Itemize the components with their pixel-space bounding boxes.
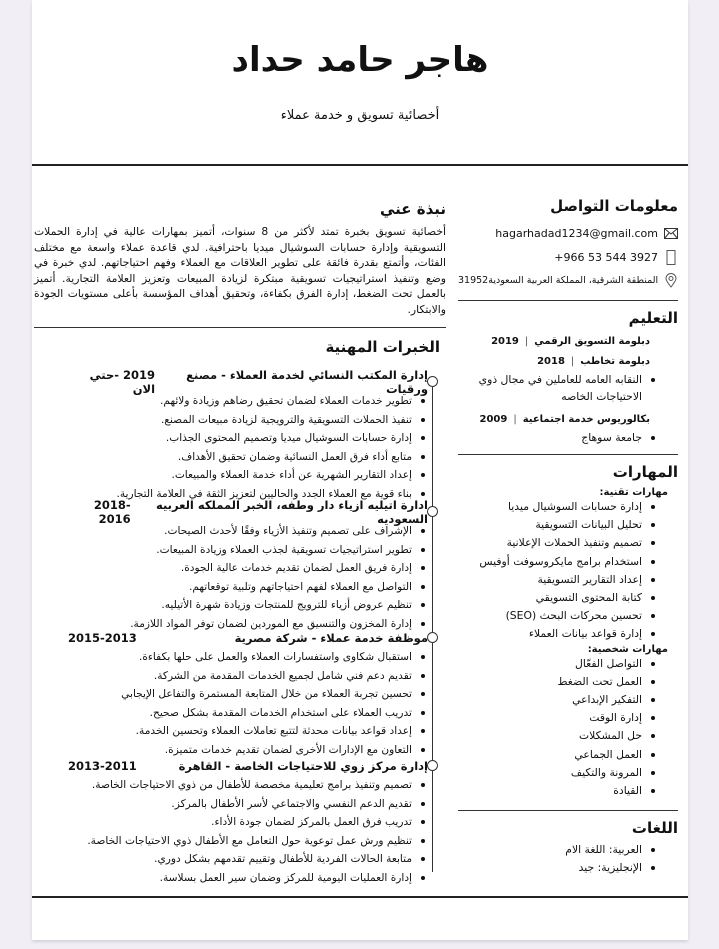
personal-skills-heading: مهارات شخصية: [587,643,668,655]
education-bullets [458,371,650,405]
education-heading: التعليم [628,309,678,327]
technical-skill: تحليل البيانات التسويقية [458,516,642,534]
job-bullet: تصميم وتنفيذ برامج تعليمية مخصصة للأطفال من ذوي الاحتياجات الخاصة. [40,776,412,795]
job-bullet: تطوير استراتيجيات تسويقية لجذب العملاء وزيادة المبيعات. [40,541,412,560]
degree-name: دبلومة التسويق الرقمي [534,336,650,347]
technical-skill: استخدام برامج مايكروسوفت أوفيس [458,553,642,571]
separator: | [513,414,517,425]
address-text: المنطقة الشرقية، المملكة العربية السعودية31952 [458,275,659,286]
degree-name: بكالوريوس خدمة اجتماعية [522,414,650,425]
job-title: إدارة المكتب النسائي لخدمة العملاء - مصنع ورقيات [186,368,428,396]
job-date: 2013-2011 [68,759,137,773]
job-bullet: بناء قوية مع العملاء الجدد والحاليين لتعزيز الثقة في العلامة التجارية. [40,485,412,504]
job-bullet: تحسين تجربة العملاء من خلال المتابعة المستمرة والتفاعل الإيجابي [40,685,412,704]
personal-skill: إدارة الوقت [458,709,642,727]
job-bullet: التواصل مع العملاء لفهم احتياجاتهم وتلبية توقعاتهم. [40,578,412,597]
technical-skill: كتابة المحتوى التسويقي [458,589,642,607]
job-bullet: تطوير خدمات العملاء لضمان تحقيق رضاهم وزيادة ولائهم. [40,392,412,411]
separator: | [524,336,529,347]
technical-skills-heading: مهارات تقنية: [599,487,668,498]
education-entry [458,356,650,367]
technical-skill: إدارة قواعد بيانات العملاء [458,625,642,643]
degree-year: 2009 [479,414,508,425]
phone-number: +966 53 544 3927 [554,251,658,264]
about-text: أخصائية تسويق بخبرة تمتد لأكثر من 8 سنوات، أتميز بمهارات عالية في إدارة الحملات التسويقية وإدارة حسابات السوشيال ميديا باحترافية. لدي قاعدة عملاء واسعة مع مختلف الفئات، وأتمتع بقدرة فائقة على تطوير العلاقات مع العملاء وفهم احتياجاتهم. لدي خبرة في وضع وتنفيذ استراتيجيات تسويقية مبتكرة لزيادة المبيعات وتعزيز العلامة التجارية. أتميز بالعمل تحت الضغط، إدارة الفرق بكفاءة، وتحقيق أهداف المؤسسة بأعلى مستويات الجودة والابتكار. [34,225,446,316]
job-bullet: تدريب فرق العمل بالمركز لضمان جودة الأداء. [40,813,412,832]
personal-skill: التفكير الإبداعي [458,691,642,709]
job-entry [40,368,440,504]
languages-heading: اللغات [631,819,678,838]
separator: | [570,356,575,367]
education-divider [458,454,678,455]
job-bullet: تنظيم ورش عمل توعوية حول التعامل مع الأطفال ذوي الاحتياجات الخاصة. [40,832,412,851]
language-item: الإنجليزية: جيد [458,859,642,877]
personal-skill: المرونة والتكيف [458,764,642,782]
language-item: العربية: اللغة الام [458,841,642,859]
job-header [40,628,440,648]
job-header [40,756,440,776]
education-entry [458,336,650,347]
job-entry [40,628,440,760]
job-date: 2019 -حتي الان [89,368,156,396]
job-header [40,368,440,396]
personal-skill: التواصل الفعّال [458,655,642,673]
candidate-name: هاجر حامد حداد [231,40,489,80]
contact-heading: معلومات التواصل [550,197,678,215]
job-bullet: إدارة فريق العمل لضمان تقديم خدمات عالية الجودة. [40,559,412,578]
job-bullet: متابعة الحالات الفردية للأطفال وتقييم تقدمهم بشكل دوري. [40,850,412,869]
job-bullet: إدارة المخزون والتنسيق مع الموردين لضمان توفر المواد اللازمة. [40,615,412,634]
job-title: موظفة خدمة عملاء - شركة مصرية [234,631,428,645]
about-divider [34,327,446,328]
envelope-icon [664,228,678,239]
personal-skill: القيادة [458,782,642,800]
contact-address [458,273,678,288]
contact-divider [458,300,678,301]
location-pin-icon [664,273,678,288]
mobile-phone-icon [664,250,678,265]
job-bullet: استقبال شكاوى واستفسارات العملاء والعمل على حلها بكفاءة. [40,648,412,667]
job-bullets [40,648,440,760]
personal-skill: العمل الجماعي [458,746,642,764]
job-entry [40,498,440,634]
job-bullet: إعداد التقارير الشهرية عن أداء خدمة العملاء والمبيعات. [40,466,412,485]
technical-skill: إعداد التقارير التسويقية [458,571,642,589]
contact-phone [458,250,678,265]
resume-page [32,0,688,940]
skills-divider [458,810,678,811]
footer-divider [32,896,688,898]
degree-name: دبلومة تخاطب [580,356,650,367]
contact-email [458,227,678,240]
job-bullet: متابع أداء فرق العمل النسائية وضمان تحقيق الأهداف. [40,448,412,467]
job-bullet: تقديم دعم فني شامل لجميع الخدمات المقدمة من الشركة. [40,667,412,686]
education-entry [458,414,650,425]
job-bullets [40,776,440,888]
experience-heading: الخبرات المهنية [325,338,440,356]
personal-skill: العمل تحت الضغط [458,673,642,691]
job-entry [40,756,440,888]
job-bullet: إعداد قواعد بيانات محدثة لتتبع تعاملات العملاء وتحسين الخدمة. [40,722,412,741]
job-title: أخصائية تسويق و خدمة عملاء [280,108,440,123]
job-bullet: إدارة العمليات اليومية للمركز وضمان سير العمل بسلاسة. [40,869,412,888]
skills-heading: المهارات [612,463,678,481]
education-bullet: جامعة سوهاج [458,429,642,446]
job-title: ادارة اتيليه ازياء دار وطفه، الخبر المملكه العربيه السعوديه [155,498,428,526]
right-column [458,197,678,878]
technical-skill: إدارة حسابات السوشيال ميديا [458,498,642,516]
degree-year: 2019 [491,336,519,347]
job-bullet: تنظيم عروض أزياء للترويج للمنتجات وزيادة شهرة الأتيليه. [40,596,412,615]
about-heading: نبذة عني [379,200,446,218]
job-bullet: إدارة حسابات السوشيال ميديا وتصميم المحتوى الجذاب. [40,429,412,448]
education-bullet: النقابه العامه للعاملين في مجال ذوي الاحتياجات الخاصه [458,371,642,405]
job-date: 2018-2016 [93,498,131,526]
job-bullet: تقديم الدعم النفسي والاجتماعي لأسر الأطفال بالمركز. [40,795,412,814]
job-date: 2015-2013 [68,631,137,645]
email-link[interactable]: hagarhadad1234@gmail.com [495,227,658,240]
job-bullet: تنفيذ الحملات التسويقية والترويجية لزيادة مبيعات المصنع. [40,411,412,430]
job-bullet: تدريب العملاء على استخدام الخدمات المقدمة بشكل صحيح. [40,704,412,723]
technical-skill: تصميم وتنفيذ الحملات الإعلانية [458,534,642,552]
job-bullets [40,392,440,504]
job-title: إدارة مركز زوي للاحتياجات الخاصة - القاهرة [178,759,428,773]
personal-skill: حل المشكلات [458,727,642,745]
job-bullet: التعاون مع الإدارات الأخرى لضمان تقديم خدمات متميزة. [40,741,412,760]
technical-skill: تحسين محركات البحث (SEO) [458,607,642,625]
job-bullet: الإشراف على تصميم وتنفيذ الأزياء وفقًا لأحدث الصيحات. [40,522,412,541]
degree-year: 2018 [537,356,565,367]
education-bullets [458,429,650,446]
job-bullets [40,522,440,634]
job-header [40,498,440,526]
header-divider [32,164,688,166]
